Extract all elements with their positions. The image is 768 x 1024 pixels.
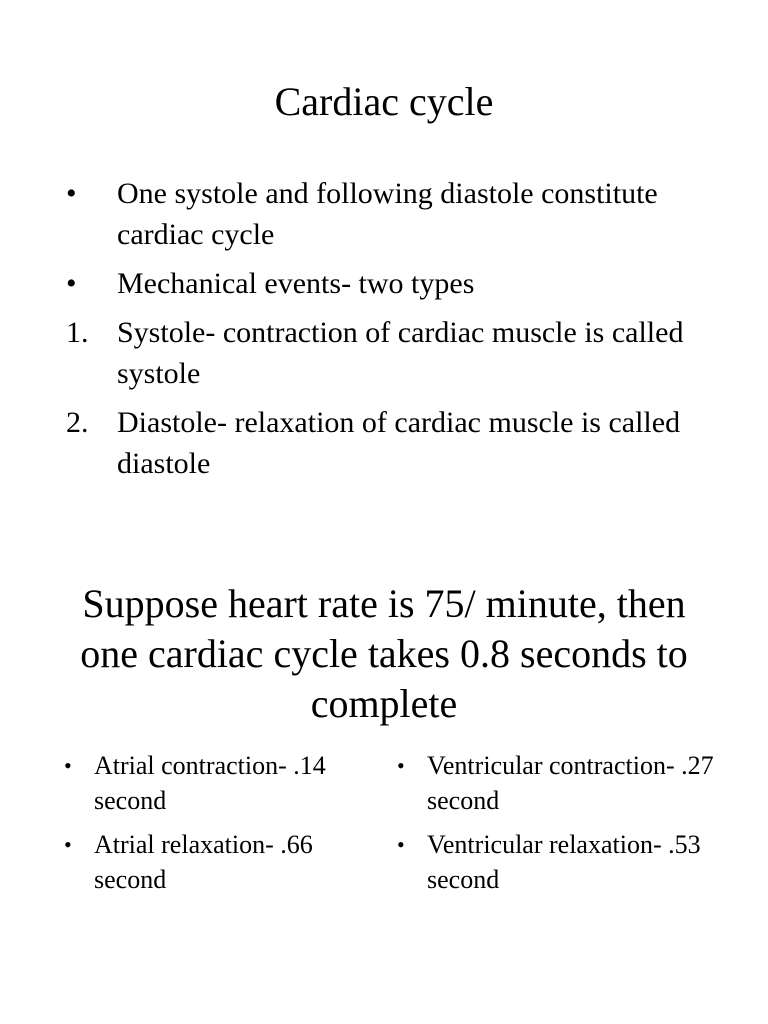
list-item: [397, 748, 717, 818]
list-item-text: Atrial contraction- .14 second: [94, 751, 326, 815]
list-item-text: Systole- contraction of cardiac muscle is called systole: [117, 316, 684, 390]
list-item: [0, 402, 768, 484]
list-item-text: One systole and following diastole constitute cardiac cycle: [117, 177, 658, 251]
bullet-marker: •: [64, 753, 72, 778]
list-item: [0, 263, 768, 304]
list-item-text: Atrial relaxation- .66 second: [94, 830, 313, 894]
slide-title: Cardiac cycle: [274, 79, 494, 124]
bullet-marker: •: [66, 177, 77, 210]
bullet-marker: •: [397, 832, 405, 857]
list-item-text: Diastole- relaxation of cardiac muscle is called diastole: [117, 406, 681, 480]
bullet-marker: •: [66, 267, 77, 300]
list-item-text: Ventricular relaxation- .53 second: [427, 830, 701, 894]
list-item: [0, 173, 768, 255]
number-marker: 1.: [66, 316, 89, 349]
bullet-marker: •: [397, 753, 405, 778]
bullet-marker: •: [64, 832, 72, 857]
slide-title: Suppose heart rate is 75/ minute, then one cardiac cycle takes 0.8 seconds to complete: [80, 581, 688, 726]
number-marker: 2.: [66, 406, 89, 439]
atrial-timing-list: [64, 748, 374, 906]
list-item: [64, 748, 374, 818]
list-item: [64, 827, 374, 897]
ventricular-timing-list: [397, 748, 717, 906]
list-item: [397, 827, 717, 897]
list-item-text: Mechanical events- two types: [117, 267, 475, 300]
list-item-text: Ventricular contraction- .27 second: [427, 751, 714, 815]
slide-heart-rate: [0, 512, 768, 1024]
main-bullet-list: [0, 173, 768, 492]
list-item: [0, 312, 768, 394]
